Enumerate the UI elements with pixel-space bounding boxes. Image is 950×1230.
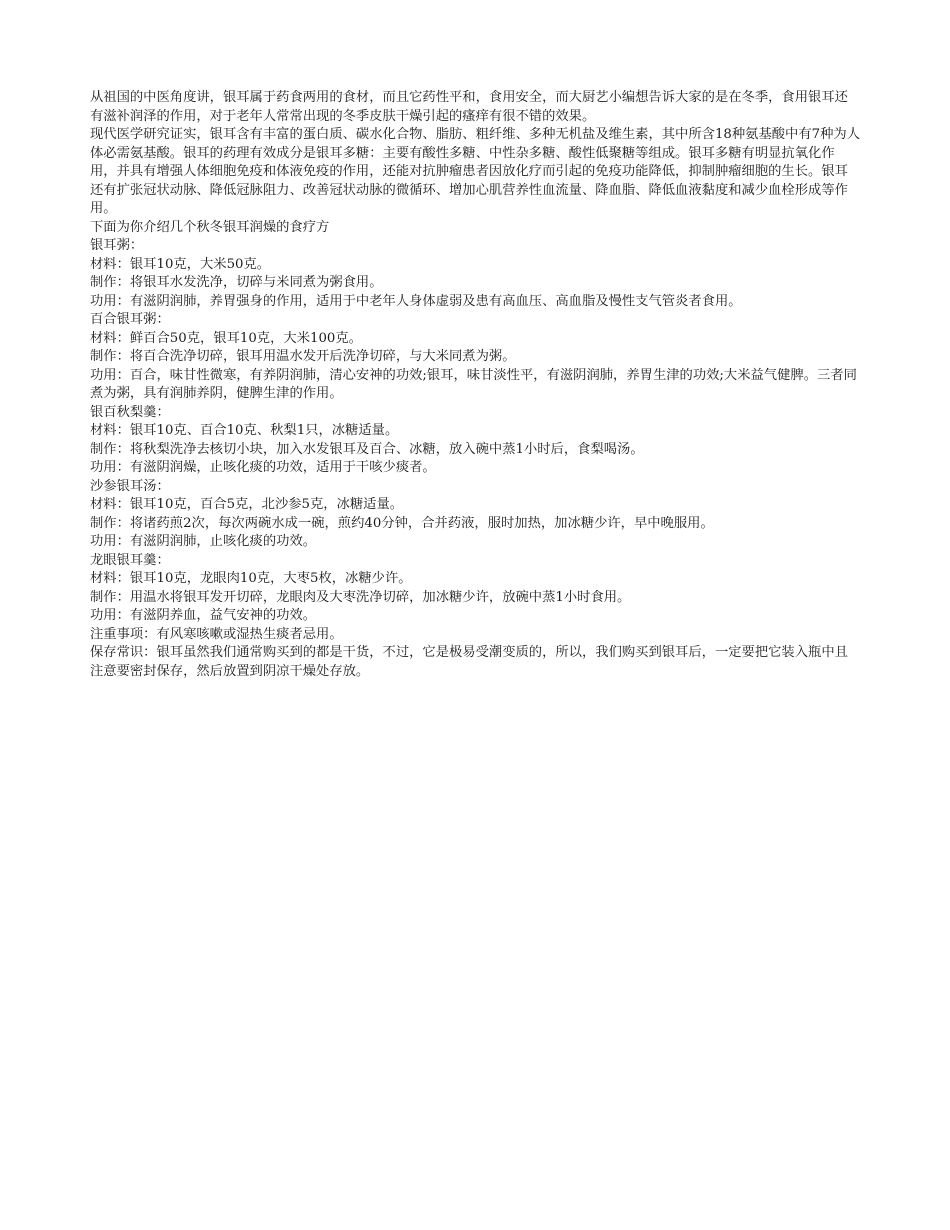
recipe-ingredients: 材料：银耳10克，百合5克，北沙参5克，冰糖适量。 (90, 497, 404, 512)
recipe-benefits: 功用：有滋阴润燥，止咳化痰的功效，适用于干咳少痰者。 (90, 460, 436, 475)
storage-note: 保存常识：银耳虽然我们通常购买到的都是干货，不过，它是极易受潮变质的，所以，我们购买到银耳后，一定要把它装入瓶中且注意要密封保存，然后放置到阴凉干燥处存放。 (90, 645, 848, 679)
recipe-method: 制作：将银耳水发洗净，切碎与米同煮为粥食用。 (90, 275, 383, 290)
recipe-benefits: 功用：百合，味甘性微寒，有养阴润肺，清心安神的功效;银耳，味甘淡性平，有滋阴润肺，养胃生津的功效;大米益气健脾。三者同煮为粥，具有润肺养阴，健脾生津的作用。 (90, 367, 857, 401)
recipe-title: 百合银耳粥： (90, 312, 170, 327)
recipe-title: 龙眼银耳羹： (90, 552, 170, 568)
recipe-method: 制作：将百合洗净切碎，银耳用温水发开后洗净切碎，与大米同煮为粥。 (90, 349, 516, 364)
intro-paragraph: 从祖国的中医角度讲，银耳属于药食两用的食材，而且它药性平和，食用安全，而大厨艺小编想告诉大家的是在冬季，食用银耳还有滋补润泽的作用，对于老年人常常出现的冬季皮肤干燥引起的瘙痒有很不错的效果。 (90, 90, 848, 124)
recipe-title: 银耳粥： (90, 238, 144, 253)
recipe-ingredients: 材料：银耳10克，大米50克。 (90, 256, 271, 272)
recipe-ingredients: 材料：鲜百合50克，银耳10克，大米100克。 (90, 330, 362, 346)
recipe-benefits: 功用：有滋阴润肺，止咳化痰的功效。 (90, 534, 317, 549)
recipes-intro: 下面为你介绍几个秋冬银耳润燥的食疗方 (90, 219, 330, 235)
article-body (90, 89, 860, 681)
recipe-benefits: 功用：有滋阴养血，益气安神的功效。 (90, 608, 317, 623)
caution-note: 注重事项：有风寒咳嗽或湿热生痰者忌用。 (90, 626, 343, 642)
recipe-title: 银百秋梨羹： (90, 404, 170, 420)
recipe-ingredients: 材料：银耳10克、百合10克、秋梨1只，冰糖适量。 (90, 423, 399, 438)
recipe-method: 制作：将秋梨洗净去核切小块，加入水发银耳及百合、冰糖，放入碗中蒸1小时后，食梨喝汤。 (90, 441, 644, 457)
recipe-benefits: 功用：有滋阴润肺，养胃强身的作用，适用于中老年人身体虚弱及患有高血压、高血脂及慢性支气管炎者食用。 (90, 293, 742, 309)
recipe-ingredients: 材料：银耳10克，龙眼肉10克，大枣5枚，冰糖少许。 (90, 571, 412, 586)
recipe-title: 沙参银耳汤： (90, 478, 170, 494)
recipe-method: 制作：用温水将银耳发开切碎，龙眼肉及大枣洗净切碎，加冰糖少许，放碗中蒸1小时食用。 (90, 589, 631, 605)
research-paragraph: 现代医学研究证实，银耳含有丰富的蛋白质、碳水化合物、脂肪、粗纤维、多种无机盐及维生素，其中所含18种氨基酸中有7种为人体必需氨基酸。银耳的药理有效成分是银耳多糖：主要有酸性多糖、中性杂多糖、酸性低聚糖等组成。银耳多糖有明显抗氧化作用，并具有增强人体细胞免疫和体液免疫的作用，还能对抗肿瘤患者因放化疗而引起的免疫功能降低，抑制肿瘤细胞的生长。银耳还有扩张冠状动脉、降低冠脉阻力、改善冠状动脉的微循环、增加心肌营养性血流量、降血脂、降低血液黏度和减少血栓形成等作用。 (90, 127, 861, 216)
recipe-method: 制作：将诸药煎2次，每次两碗水成一碗，煎约40分钟，合并药液，服时加热，加冰糖少许，早中晚服用。 (90, 515, 714, 531)
